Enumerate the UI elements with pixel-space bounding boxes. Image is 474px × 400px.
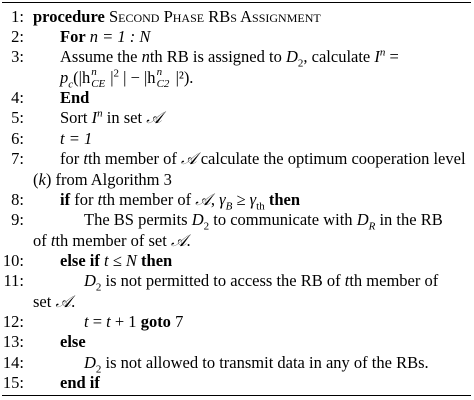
algorithm-line-13 [0,331,474,353]
line-text: for [60,149,80,168]
line-text: th member of [87,149,177,168]
line-number: 8: [11,190,24,209]
line-number: 11: [3,271,24,290]
line-text: is not allowed to transmit data in any of the RBs. [105,353,429,372]
line-text: = [389,47,399,66]
keyword-else-if: else if [60,251,100,270]
line-text: Sort [60,108,88,127]
line-text: of [33,231,47,250]
line-text: calculate the optimum cooperation level [200,149,466,168]
line-text: Assume the [60,47,138,66]
algorithm-line-8: 8: if for tth member of 𝒜, $\gamma_B \ge \gamma_{th}$ then [0,189,474,211]
line-text: th member of [102,190,192,209]
algorithm-line-11: 11: $D_2$ is not permitted to access the RB of tth member of [0,270,474,292]
line-text: The BS permits [84,210,188,229]
line-number: 2: [11,27,24,46]
line-text: set [33,292,52,311]
formula-part: | − |h [123,68,156,87]
line-text: th member of [349,271,439,290]
keyword-else: else [60,332,86,351]
line-text: , calculate [303,47,371,66]
line-number: 14: [2,353,24,372]
algorithm-line-7: 7: for tth member of 𝒜 calculate the optimum cooperation level [0,148,474,170]
procedure-title: Second Phase RBs Assignment [108,7,321,26]
line-text: from Algorithm 3 [55,170,172,189]
line-number: 1: [11,7,24,26]
algorithm-line-3: 3: Assume the nth RB is assigned to $D_2$, calculate $I^n$ = [0,46,474,68]
line-text: t = 1 [60,129,93,148]
line-number: 10: [2,251,24,270]
line-number: 13: [2,332,24,351]
line-number: 6: [11,129,24,148]
algorithm-line-10: 10: else if t ≤ N then [0,250,474,272]
keyword-then: then [268,190,300,209]
line-text: th member of set [55,231,167,250]
algorithm-line-7-cont: (k) from Algorithm 3 [33,170,172,189]
line-text: in set [106,108,143,127]
keyword-end-if: end if [60,373,100,392]
algorithm-line-4 [0,87,474,109]
algorithm-line-11-cont: set 𝒜. [33,292,76,311]
algorithm-line-9-cont: of tth member of set 𝒜. [33,231,191,250]
algorithm-line-9: 9: The BS permits $D_2$ to communicate with $D_R$ in the RB [0,209,474,231]
algorithm-line-15 [0,372,474,394]
keyword-if: if [60,190,71,209]
line-text: to communicate with [213,210,353,229]
formula-part: |²). [175,68,194,87]
line-number: 5: [11,108,24,127]
algorithm-line-1 [0,6,474,28]
loop-range: n = 1 : N [89,27,151,46]
keyword-for: For [60,27,86,46]
line-text: for [74,190,94,209]
line-number: 7: [11,149,24,168]
formula-part: (|h [73,68,91,87]
goto-target: 7 [175,312,184,331]
algorithm-line-12: 12: t = t + 1 goto 7 [0,311,474,333]
keyword-goto: goto [140,312,171,331]
line-number: 3: [11,47,24,66]
line-number: 9: [11,210,24,229]
keyword-procedure: procedure [33,7,105,26]
keyword-then: then [141,251,173,270]
algorithm-line-3-cont: $p_c(|h$ n CE $|^2$ | − |h n C2 |²). [60,66,194,91]
line-text: in the RB [379,210,443,229]
line-number: 12: [2,312,24,331]
line-number: 15: [2,373,24,392]
line-text: is not permitted to access the RB of [105,271,341,290]
line-number: 4: [11,88,24,107]
line-text: th RB is assigned to [149,47,282,66]
algorithm-line-14: 14: $D_2$ is not allowed to transmit data in any of the RBs. [0,352,474,374]
algorithm-line-2 [0,26,474,48]
algorithm-line-5: 5: Sort $I^n$ in set 𝒜 [0,107,474,129]
keyword-end: End [60,88,90,107]
algorithm-line-6 [0,128,474,150]
